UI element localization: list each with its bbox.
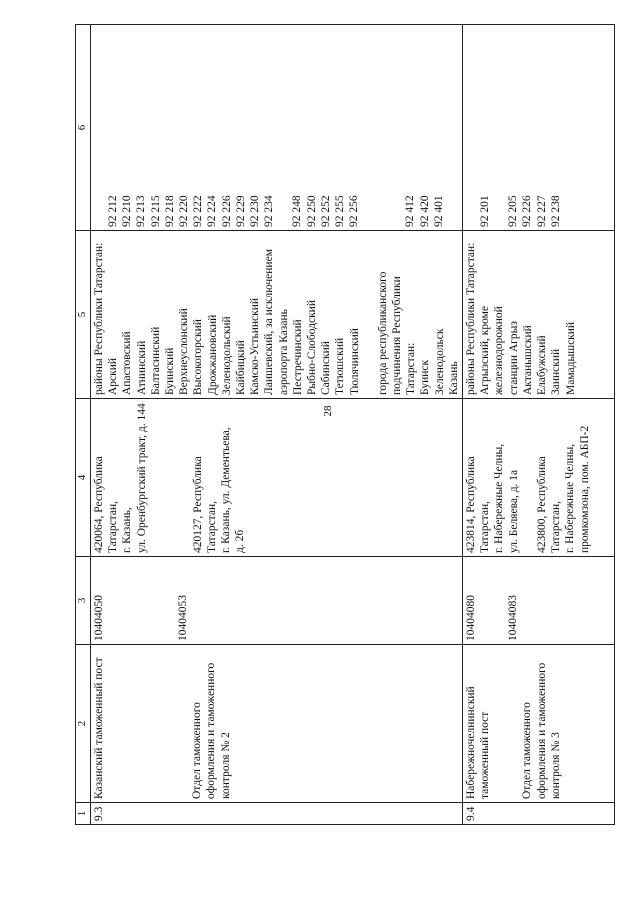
- text-line: 10404083: [507, 595, 520, 641]
- column-number-4: 4: [76, 399, 91, 557]
- text-line: районы Республики Татарстан:: [465, 242, 478, 395]
- text-line: оформления и таможенного: [205, 662, 218, 799]
- blank-line: [464, 28, 478, 227]
- text-line: 92 213: [135, 195, 148, 227]
- text-line: 92 215: [149, 195, 162, 227]
- text-line: 92 412: [404, 195, 417, 227]
- text-line: 92 229: [234, 195, 247, 227]
- table-row: [91, 25, 463, 825]
- blank-line: [389, 28, 403, 227]
- text-line: 423800, Республика Татарстан,: [535, 456, 563, 553]
- text-line: Сабинский: [320, 341, 333, 395]
- blank-line: [120, 560, 134, 641]
- region-list-cell: [91, 231, 463, 399]
- text-line: 420064, Республика Татарстан,: [93, 456, 120, 553]
- text-line: 92 226: [220, 195, 233, 227]
- text-line: г. Набережные Челны,: [493, 443, 506, 553]
- blank-line: [506, 648, 520, 799]
- row-number: 9.3: [91, 803, 463, 825]
- address-cell: [91, 399, 463, 557]
- text-line: ул. Оренбургский тракт, д. 144: [135, 403, 148, 553]
- text-line: 92 250: [305, 195, 318, 227]
- post-name-cell: [91, 645, 463, 803]
- address-cell: [463, 399, 615, 557]
- text-line: Арский: [107, 357, 120, 395]
- text-line: Верхнеуслонский: [178, 308, 191, 395]
- blank-line: [148, 648, 162, 799]
- text-line: районы Республики Татарстан:: [93, 242, 105, 395]
- text-line: Зеленодольский: [220, 316, 233, 395]
- customs-posts-table: [75, 24, 615, 825]
- text-line: 92 230: [249, 195, 262, 227]
- region-code-cell: [463, 25, 615, 231]
- text-line: Отдел таможенного: [521, 702, 534, 799]
- text-line: Отдел таможенного: [191, 702, 204, 799]
- post-name-cell: [463, 645, 615, 803]
- blank-line: [163, 402, 177, 553]
- blank-line: [162, 560, 176, 641]
- table-row: [463, 25, 615, 825]
- text-line: Балтасинский: [149, 326, 162, 395]
- blank-line: [492, 28, 506, 227]
- post-code-cell: [463, 557, 615, 645]
- column-number-6: 6: [76, 25, 91, 231]
- blank-line: [276, 28, 290, 227]
- blank-line: [362, 234, 376, 395]
- text-line: Атнинский: [135, 340, 148, 395]
- text-line: 92 224: [206, 195, 219, 227]
- text-line: Тюлячинский: [348, 328, 361, 395]
- column-number-2: 2: [76, 645, 91, 803]
- text-line: Апастовский: [121, 331, 134, 395]
- blank-line: [176, 648, 190, 799]
- text-line: 92 401: [432, 195, 445, 227]
- blank-line: [492, 648, 506, 799]
- text-line: 92 252: [319, 195, 332, 227]
- text-line: 92 255: [334, 195, 347, 227]
- column-number-5: 5: [76, 231, 91, 399]
- text-line: промкомзона, пом. АБП-2: [578, 425, 591, 553]
- text-line: таможенный пост: [479, 711, 492, 799]
- blank-line: [149, 402, 163, 553]
- blank-line: [521, 402, 535, 553]
- blank-line: [361, 28, 375, 227]
- text-line: аэропорта Казань: [277, 309, 290, 395]
- text-line: 92 210: [121, 195, 134, 227]
- text-line: подчинения Республики Татарстан:: [391, 276, 418, 395]
- text-line: 92 226: [521, 195, 534, 227]
- text-line: Актанышский: [521, 325, 534, 395]
- blank-line: [134, 648, 148, 799]
- text-line: 92 220: [178, 195, 191, 227]
- text-line: Зеленодольск: [433, 328, 446, 395]
- text-line: Агрызский, кроме железнодорожной: [479, 305, 506, 395]
- text-line: станции Агрыз: [507, 321, 520, 395]
- text-line: 92 256: [348, 195, 361, 227]
- text-line: Тетюшский: [334, 337, 347, 395]
- column-number-3: 3: [76, 557, 91, 645]
- text-line: Заинский: [550, 348, 563, 395]
- text-line: 92 248: [291, 195, 304, 227]
- text-line: Буинский: [164, 347, 177, 395]
- region-code-cell: [91, 25, 463, 231]
- text-line: оформления и таможенного: [535, 662, 548, 799]
- blank-line: [134, 560, 148, 641]
- text-line: 420127, Республика Татарстан,: [191, 456, 219, 553]
- text-line: 423814, Республика Татарстан,: [465, 456, 492, 553]
- column-number-1: 1: [76, 803, 91, 825]
- text-line: 92 234: [263, 195, 276, 227]
- page-number: 28: [322, 405, 334, 417]
- row-number: 9.4: [463, 803, 615, 825]
- text-line: Дрожжановский: [206, 314, 219, 395]
- text-line: контроля № 2: [219, 732, 232, 799]
- text-line: 92 205: [507, 195, 520, 227]
- blank-line: [492, 560, 506, 641]
- blank-line: [148, 560, 162, 641]
- text-line: Пестречинский: [291, 319, 304, 395]
- text-line: 92 227: [535, 195, 548, 227]
- text-line: г. Набережные Челны,: [564, 443, 577, 553]
- blank-line: [92, 28, 106, 227]
- blank-line: [478, 560, 492, 641]
- blank-line: [177, 402, 191, 553]
- column-number-header-row: [76, 25, 91, 825]
- text-line: д. 2б: [234, 529, 247, 553]
- blank-line: [106, 560, 120, 641]
- text-line: 10404050: [93, 595, 105, 641]
- text-line: 92 201: [479, 195, 492, 227]
- text-line: 10404080: [465, 595, 478, 641]
- blank-line: [120, 648, 134, 799]
- text-line: Казанский таможенный пост: [93, 657, 105, 799]
- text-line: 92 420: [418, 195, 431, 227]
- text-line: 92 212: [107, 195, 119, 227]
- text-line: Кайбицкий: [235, 340, 248, 395]
- post-code-cell: [91, 557, 463, 645]
- text-line: 92 222: [192, 195, 205, 227]
- text-line: контроля № 3: [549, 732, 562, 799]
- blank-line: [106, 648, 120, 799]
- text-line: Мамадышский: [564, 321, 577, 395]
- text-line: г. Казань,: [121, 507, 134, 553]
- text-line: Камско-Устьинский: [249, 297, 262, 395]
- text-line: г. Казань, ул. Дементьева,: [220, 427, 233, 553]
- text-line: ул. Беляева, д. 1а: [507, 469, 520, 553]
- text-line: Буинск: [419, 359, 432, 395]
- rotated-table-container: [75, 25, 615, 825]
- region-list-cell: [463, 231, 615, 399]
- text-line: Набережночелнинский: [465, 686, 478, 799]
- text-line: города республиканского: [376, 271, 389, 395]
- text-line: Высокогорский: [192, 319, 205, 395]
- text-line: Лаишевский, за исключением: [263, 249, 276, 395]
- blank-line: [162, 648, 176, 799]
- blank-line: [375, 28, 389, 227]
- text-line: Елабужский: [536, 335, 549, 395]
- text-line: 92 218: [163, 195, 176, 227]
- text-line: Казань: [447, 361, 460, 395]
- text-line: 92 238: [549, 195, 562, 227]
- text-line: Рыбно-Слободский: [306, 300, 319, 395]
- text-line: 10404053: [177, 595, 190, 641]
